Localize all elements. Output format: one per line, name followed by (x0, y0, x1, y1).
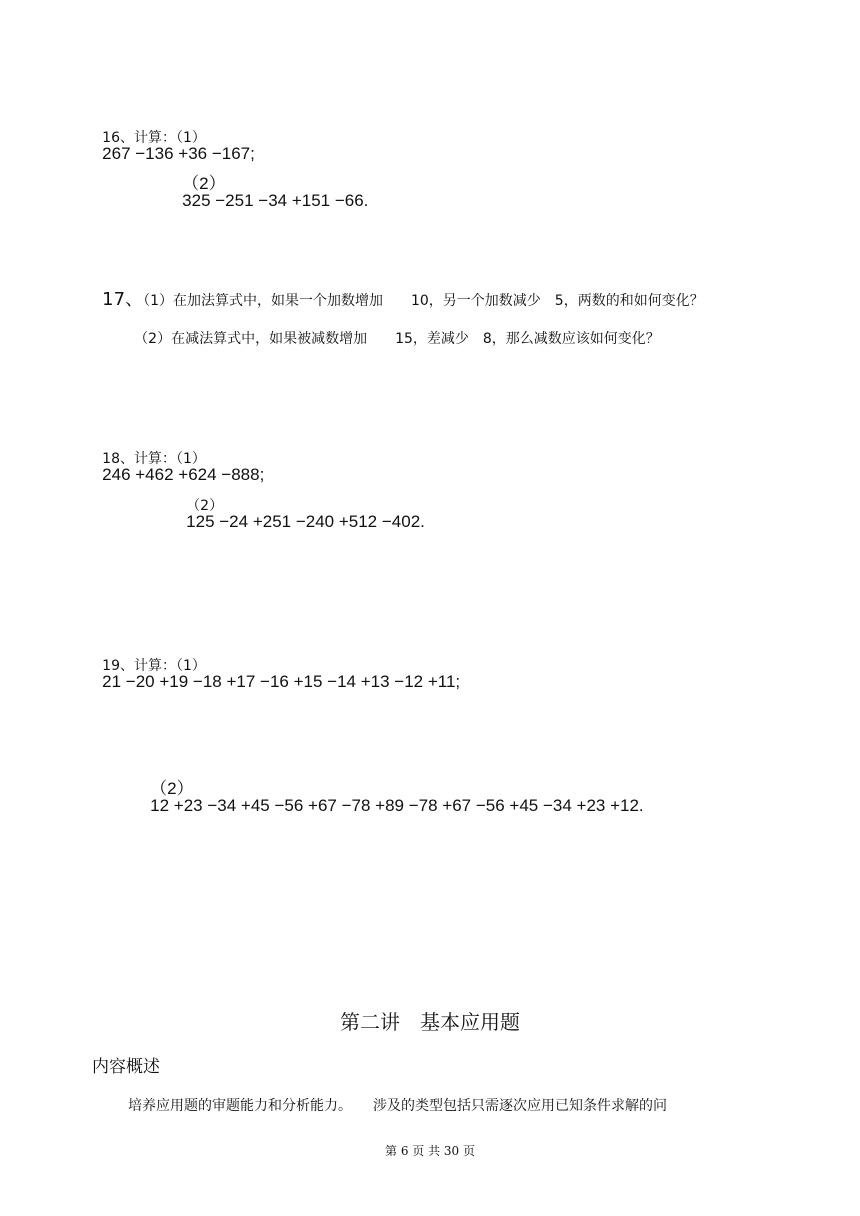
problem-17-line-2 (124, 314, 660, 346)
problem-16-line-2 (172, 159, 368, 209)
problem-16-label: 16、计算：（1） (102, 130, 206, 146)
problem-18-line-1 (92, 434, 264, 483)
problem-17-line-1 (92, 275, 704, 309)
problem-19-line-1 (92, 641, 460, 690)
section-paragraph: 培养应用题的审题能力和分析能力。 涉及的类型包括只需逐次应用已知条件求解的问 (128, 1098, 667, 1114)
problem-18-expression-2: 125 −24 +251 −240 +512 −402. (186, 512, 425, 531)
problem-17-text-1: （1）在加法算式中，如果一个加数增加 10，另一个加数减少 5，两数的和如何变化？ (143, 293, 704, 309)
problem-19-expression-1: 21 −20 +19 −18 +17 −16 +15 −14 +13 −12 +11; (102, 672, 461, 691)
problem-16-expression-2: 325 −251 −34 +151 −66. (182, 191, 369, 210)
problem-19-label: 19、计算：（1） (102, 658, 206, 674)
problem-17-number: 17、 (102, 289, 144, 310)
lecture-title: 第二讲 基本应用题 (340, 1010, 520, 1034)
problem-16-line-1 (92, 113, 255, 162)
problem-16-label-2: （2） (182, 174, 226, 193)
problem-19-expression-2: 12 +23 −34 +45 −56 +67 −78 +89 −78 +67 −56 +45 −34 +23 +12. (150, 796, 644, 815)
problem-18-label-2: （2） (186, 498, 224, 514)
problem-19-line-2 (140, 764, 644, 814)
problem-17-text-2: （2）在减法算式中，如果被减数增加 15，差减少 8，那么减数应该如何变化？ (134, 331, 660, 347)
page-footer: 第 6 页 共 30 页 (385, 1144, 475, 1158)
problem-19-label-2: （2） (150, 779, 194, 798)
problem-18-line-2 (176, 481, 425, 530)
section-heading: 内容概述 (92, 1057, 160, 1077)
problem-16-expression-1: 267 −136 +36 −167; (102, 144, 255, 163)
problem-18-label: 18、计算：（1） (102, 451, 206, 467)
problem-18-expression-1: 246 +462 +624 −888; (102, 465, 265, 484)
